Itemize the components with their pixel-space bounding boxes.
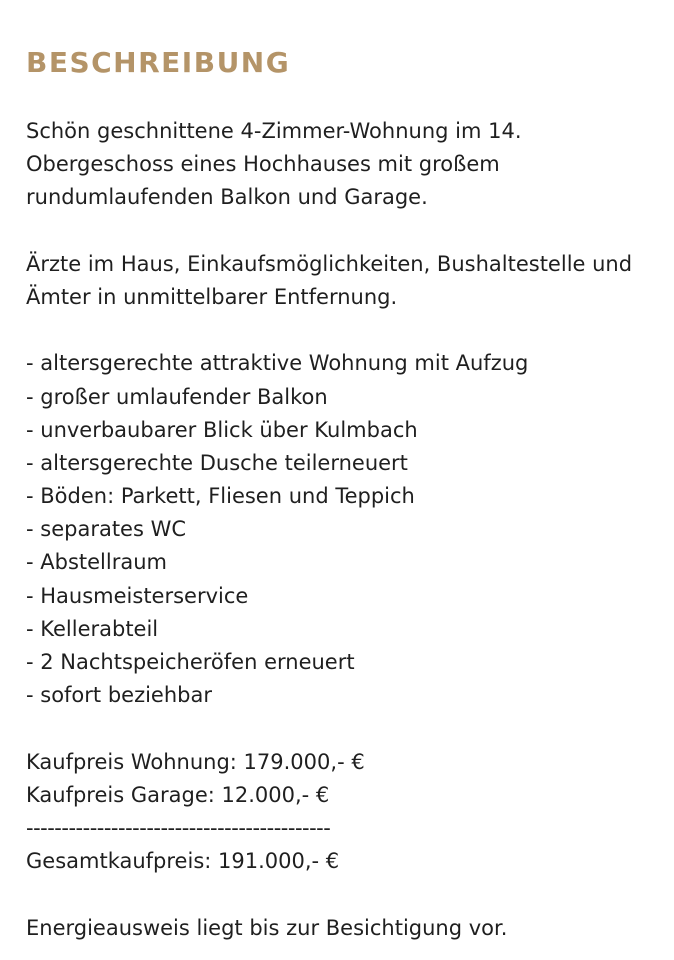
apartment-price: Kaufpreis Wohnung: 179.000,- € (26, 749, 365, 774)
feature-list (26, 347, 666, 712)
paragraph-gap (26, 314, 666, 347)
location-line: Ärzte im Haus, Einkaufsmöglichkeiten, Bushaltestelle und (26, 251, 633, 276)
intro-line: rundumlaufenden Balkon und Garage. (26, 185, 428, 210)
feature-item: - Abstellraum (26, 550, 167, 575)
feature-item: - Hausmeisterservice (26, 583, 249, 608)
feature-item: - altersgerechte Dusche teilerneuert (26, 450, 408, 475)
location-line: Ämter in unmittelbarer Entfernung. (26, 284, 398, 309)
intro-line: Obergeschoss eines Hochhauses mit großem (26, 152, 500, 177)
feature-item: - Böden: Parkett, Fliesen und Teppich (26, 484, 415, 509)
description-body (26, 115, 666, 945)
energy-certificate-note: Energieausweis liegt bis zur Besichtigung vor. (26, 915, 508, 940)
feature-item: - 2 Nachtspeicheröfen erneuert (26, 650, 355, 674)
section-title: BESCHREIBUNG (26, 46, 291, 79)
location-paragraph (26, 248, 666, 314)
feature-item: - unverbaubarer Blick über Kulmbach (26, 417, 418, 442)
feature-item: - Kellerabteil (26, 616, 159, 641)
intro-paragraph (26, 115, 666, 215)
feature-item: - sofort beziehbar (26, 683, 212, 708)
pricing-block (26, 746, 666, 879)
garage-price: Kaufpreis Garage: 12.000,- € (26, 782, 330, 807)
feature-item: - großer umlaufender Balkon (26, 384, 328, 409)
feature-item: - separates WC (26, 517, 187, 542)
paragraph-gap (26, 712, 666, 745)
description-section (26, 44, 666, 945)
price-divider: ------------------------------------------- (26, 815, 331, 840)
intro-line: Schön geschnittene 4-Zimmer-Wohnung im 14. (26, 119, 522, 143)
paragraph-gap (26, 215, 666, 248)
paragraph-gap (26, 878, 666, 911)
feature-item: - altersgerechte attraktive Wohnung mit Aufzug (26, 351, 529, 376)
total-price: Gesamtkaufpreis: 191.000,- € (26, 849, 340, 874)
